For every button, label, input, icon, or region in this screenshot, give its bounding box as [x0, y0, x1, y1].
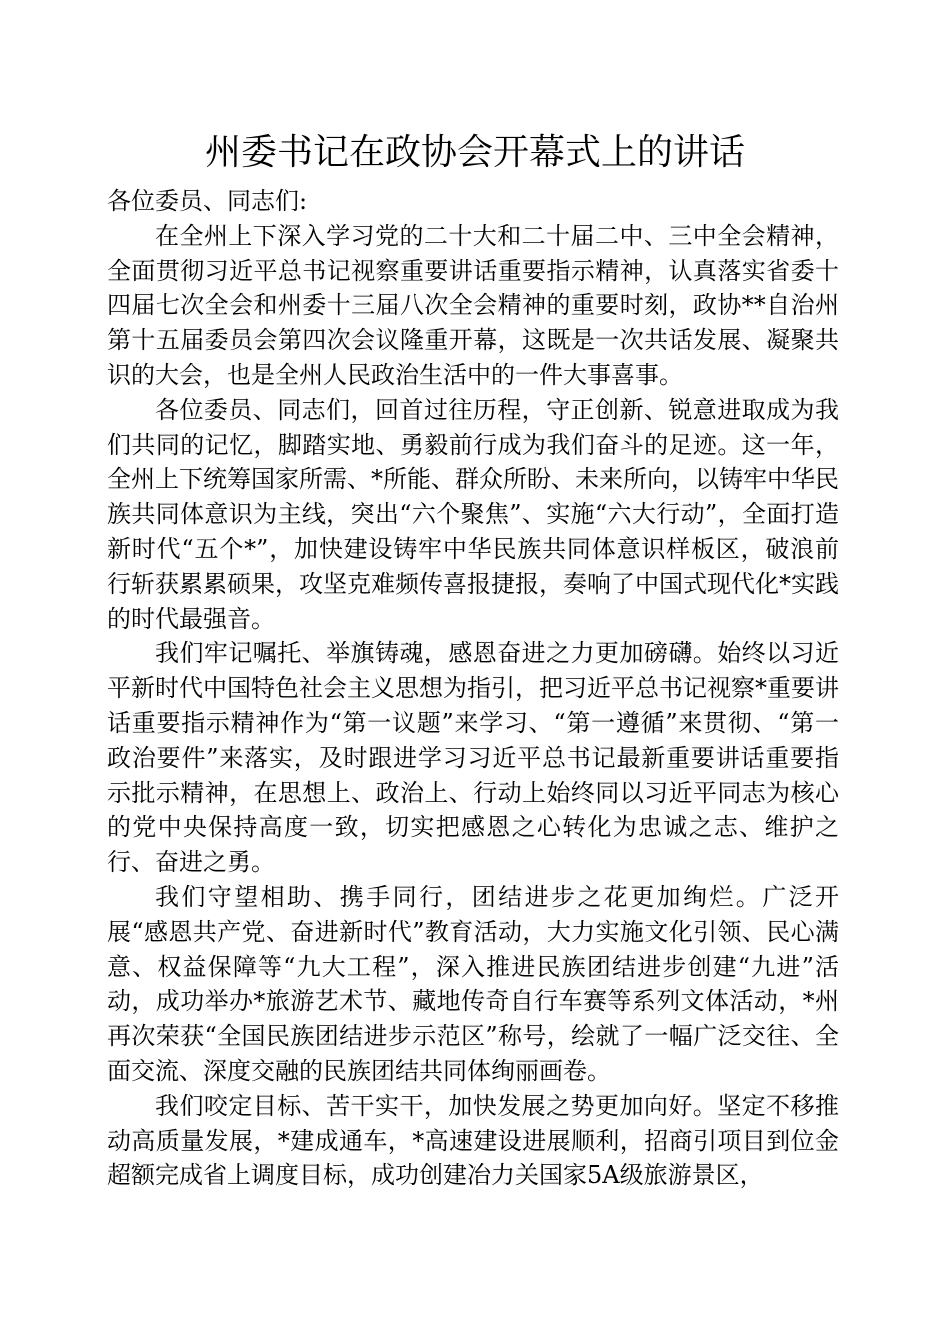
salutation: 各位委员、同志们: [107, 187, 308, 215]
paragraph-4: 我们守望相助、携手同行，团结进步之花更加绚烂。广泛开展“感恩共产党、奋进新时代”教育活动，大力实施文化引领、民心满意、权益保障等“九大工程”，深入推进民族团结进步创建“九进”活动，成功举办*旅游艺术节、藏地传奇自行车赛等系列文体活动，*州再次荣获“全国民族团结进步示范区”称号，绘就了一幅广泛交往、全面交流、深度交融的民族团结共同体绚丽画卷。 [107, 882, 839, 1085]
paragraph-2: 各位委员、同志们，回首过往历程，守正创新、锐意进取成为我们共同的记忆，脚踏实地、勇毅前行成为我们奋斗的足迹。这一年，全州上下统筹国家所需、*所能、群众所盼、未来所向，以铸牢中华民族共同体意识为主线，突出“六个聚焦”、实施“六大行动”，全面打造新时代“五个*”，加快建设铸牢中华民族共同体意识样板区，破浪前行斩获累累硕果，攻坚克难频传喜报捷报，奏响了中国式现代化*实践的时代最强音。 [107, 395, 839, 633]
document-title: 州委书记在政协会开幕式上的讲话 [204, 132, 745, 173]
paragraph-5: 我们咬定目标、苦干实干，加快发展之势更加向好。坚定不移推动高质量发展，*建成通车，*高速建设进展顺利，招商引项目到位金超额完成省上调度目标，成功创建冶力关国家5A级旅游景区， [107, 1091, 839, 1190]
paragraph-3: 我们牢记嘱托、举旗铸魂，感恩奋进之力更加磅礴。始终以习近平新时代中国特色社会主义思想为指引，把习近平总书记视察*重要讲话重要指示精神作为“第一议题”来学习、“第一遵循”来贯彻、“第一政治要件”来落实，及时跟进学习习近平总书记最新重要讲话重要指示批示精神，在思想上、政治上、行动上始终同以习近平同志为核心的党中央保持高度一致，切实把感恩之心转化为忠诚之志、维护之行、奋进之勇。 [107, 639, 839, 877]
paragraph-1: 在全州上下深入学习党的二十大和二十届二中、三中全会精神，全面贯彻习近平总书记视察重要讲话重要指示精神，认真落实省委十四届七次全会和州委十三届八次全会精神的重要时刻，政协**自治州第十五届委员会第四次会议隆重开幕，这既是一次共话发展、凝聚共识的大会，也是全州人民政治生活中的一件大事喜事。 [107, 221, 839, 389]
document-body [107, 184, 839, 1193]
